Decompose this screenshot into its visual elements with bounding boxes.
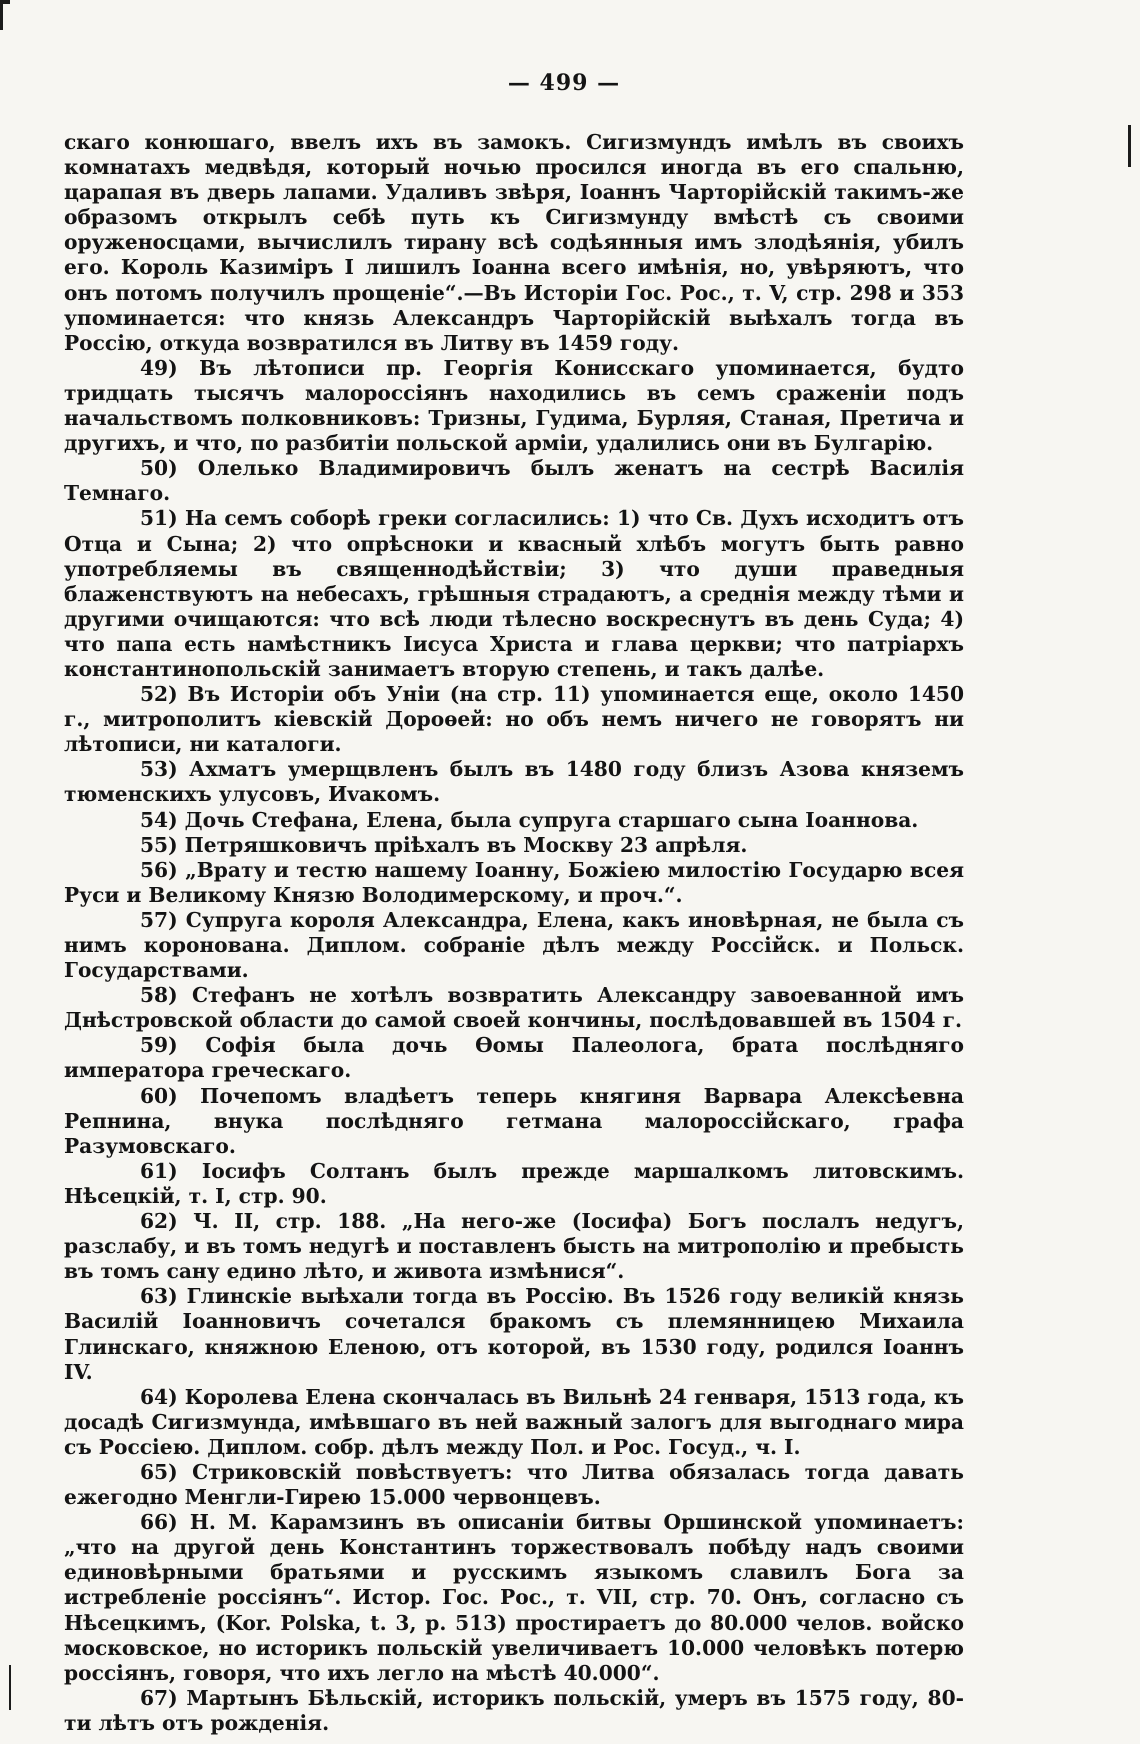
note-65: 65) Стриковскій повѣствуетъ: что Литва обязалась тогда давать ежегодно Менгли-Гирею 15.000 червонцевъ. [64, 1459, 964, 1510]
note-61: 61) Іосифъ Солтанъ былъ прежде маршалкомъ литовскимъ. Нѣсецкій, т. I, стр. 90. [64, 1158, 964, 1208]
note-67: 67) Мартынъ Бѣльскій, историкъ польскій, умеръ въ 1575 году, 80-ти лѣтъ отъ рожденія. [64, 1685, 964, 1735]
note-51: 51) На семъ соборѣ греки согласились: 1) что Св. Духъ исходитъ отъ Отца и Сына; 2) что опрѣсноки и квасный хлѣбъ могутъ быть равно употребляемы въ священнодѣйствіи; 3) что души праведныя блаженствуютъ на небесахъ, грѣшныя страдаютъ, а среднія между тѣми и другими очищаются: что всѣ люди тѣлесно воскреснутъ въ день Суда; 4) что папа есть намѣстникъ Іисуса Христа и глава церкви; что патріархъ константинопольскій занимаетъ вторую степень, и такъ далѣе. [64, 506, 964, 681]
note-59: 59) Софія была дочь Ѳомы Палеолога, брата послѣдняго императора греческаго. [64, 1033, 964, 1083]
note-62: 62) Ч. II, стр. 188. „На него-же (Іосифа) Богъ послалъ недугъ, разслабу, и въ томъ недугѣ и поставленъ бысть на митрополію и пребысть въ томъ сану едино лѣто, и живота измѣнися“. [64, 1209, 964, 1284]
note-63: 63) Глинскіе выѣхали тогда въ Россію. Въ 1526 году великій князь Василій Іоанновичъ сочетался бракомъ съ племянницею Михаила Глинскаго, княжною Еленою, отъ которой, въ 1530 году, родился Іоаннъ IV. [64, 1284, 964, 1384]
note-57: 57) Супруга короля Александра, Елена, какъ иновѣрная, не была съ нимъ коронована. Диплом. собраніе дѣлъ между Россійск. и Польск. Государствами. [64, 907, 964, 983]
note-58: 58) Стефанъ не хотѣлъ возвратить Александру завоеванной имъ Днѣстровской области до самой своей кончины, послѣдовавшей въ 1504 г. [64, 983, 964, 1033]
note-60: 60) Почепомъ владѣетъ теперь княгиня Варвара Алексѣевна Репнина, внука послѣдняго гетмана малороссійскаго, графа Разумовскаго. [64, 1083, 964, 1158]
scan-edge-mark-bottom [9, 1665, 11, 1710]
note-56: 56) „Врату и тестю нашему Іоанну, Божіею милостію Государю всея Руси и Великому Князю Володимерскому, и проч.“. [64, 857, 964, 907]
page-text [64, 130, 964, 1736]
note-52: 52) Въ Исторіи объ Уніи (на стр. 11) упоминается еще, около 1450 г., митрополитъ кіевскій Дороѳей: но объ немъ ничего не говорятъ ни лѣтописи, ни каталоги. [64, 682, 964, 757]
book-page [64, 64, 964, 1735]
scan-edge-mark-right [1128, 125, 1131, 167]
note-64: 64) Королева Елена скончалась въ Вильнѣ 24 генваря, 1513 года, къ досадѣ Сигизмунда, имѣвшаго въ ней важный залогъ для выгоднаго мира съ Россіею. Диплом. собр. дѣлъ между Пол. и Рос. Госуд., ч. I. [64, 1384, 964, 1459]
note-49: 49) Въ лѣтописи пр. Георгія Конисскаго упоминается, будто тридцать тысячъ малороссіянъ находились въ семъ сраженіи подъ начальствомъ полковниковъ: Тризны, Гудима, Бурляя, Станая, Претича и другихъ, и что, по разбитіи польской арміи, удалились они въ Булгарію. [64, 355, 964, 456]
note-55: 55) Петряшковичъ пріѣхалъ въ Москву 23 апрѣля. [140, 832, 748, 857]
note-53: 53) Ахматъ умерщвленъ былъ въ 1480 году близъ Азова княземъ тюменскихъ улусовъ, Иvакомъ. [64, 757, 964, 807]
paragraph-continuation: скаго конюшаго, ввелъ ихъ въ замокъ. Сигизмундъ имѣлъ въ своихъ комнатахъ медвѣдя, который ночью просился иногда въ его спальню, царапая въ дверь лапами. Удаливъ звѣря, Іоаннъ Чарторійскій такимъ-же образомъ открылъ себѣ путь къ Сигизмунду вмѣстѣ съ своими оруженосцами, вычислилъ тирану всѣ содѣянныя имъ злодѣянія, убилъ его. Король Казиміръ I лишилъ Іоанна всего имѣнія, но, увѣряютъ, что онъ потомъ получилъ прощеніе“.—Въ Исторіи Гос. Рос., т. V, стр. 298 и 353 упоминается: что князь Александръ Чарторійскій выѣхалъ тогда въ Россію, откуда возвратился въ Литву въ 1459 году. [64, 130, 964, 355]
page-number: — 499 — [507, 70, 621, 96]
scan-edge-mark [0, 0, 3, 30]
note-54: 54) Дочь Стефана, Елена, была супруга старшаго сына Іоаннова. [140, 807, 919, 832]
note-66: 66) Н. М. Карамзинъ въ описаніи битвы Оршинской упоминаетъ: „что на другой день Константинъ торжествовалъ побѣду надъ своими единовѣрными братьями и русскимъ языкомъ славилъ Бога за истребленіе россіянъ“. Истор. Гос. Рос., т. VII, стр. 70. Онъ, согласно съ Нѣсецкимъ, (Kor. Polska, t. 3, p. 513) простираетъ до 80.000 челов. войско московское, но историкъ польскій увеличиваетъ 10.000 человѣкъ потерю россіянъ, говоря, что ихъ легло на мѣстѣ 40.000“. [64, 1510, 964, 1685]
note-50: 50) Олелько Владимировичъ былъ женатъ на сестрѣ Василія Темнаго. [64, 456, 964, 506]
